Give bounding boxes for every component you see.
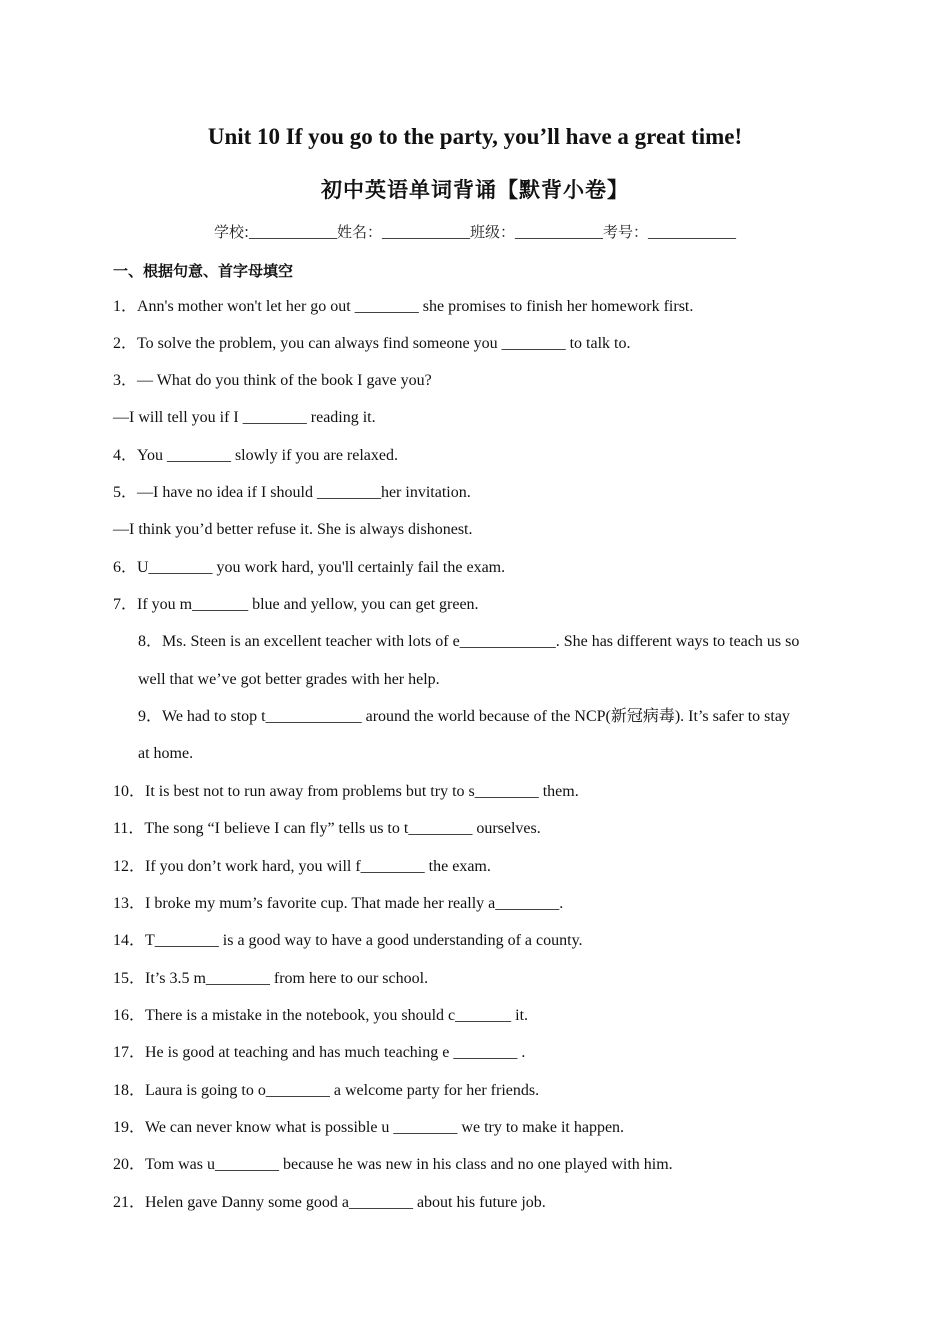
question-line: 15．It’s 3.5 m________ from here to our school. <box>113 970 429 987</box>
question-line: 5．—I have no idea if I should ________her invitation. <box>113 484 471 501</box>
class-blank[interactable]: ___________ <box>515 224 604 241</box>
name-blank[interactable]: ___________ <box>382 224 471 241</box>
school-blank[interactable]: ___________ <box>249 224 337 241</box>
section-title: 一、根据句意、首字母填空 <box>113 262 294 280</box>
title-chinese: 初中英语单词背诵【默背小卷】 <box>321 178 629 202</box>
question-line: 18．Laura is going to o________ a welcome party for her friends. <box>113 1082 540 1099</box>
question-line: 17．He is good at teaching and has much teaching e ________ . <box>113 1044 526 1061</box>
question-line: 9．We had to stop t____________ around the world because of the NCP(新冠病毒). It’s safer to stay <box>138 708 790 725</box>
question-line: 12．If you don’t work hard, you will f________ the exam. <box>113 858 491 875</box>
title-english: Unit 10 If you go to the party, you’ll have a great time! <box>207 124 743 149</box>
question-line: —I will tell you if I ________ reading it. <box>113 409 376 426</box>
question-line: well that we’ve got better grades with her help. <box>138 671 440 688</box>
question-line: —I think you’d better refuse it. She is always dishonest. <box>113 521 473 538</box>
class-label: 班级： <box>470 223 516 241</box>
student-info-row <box>0 221 950 242</box>
question-line: 19．We can never know what is possible u ________ we try to make it happen. <box>113 1119 625 1136</box>
question-line: 20．Tom was u________ because he was new in his class and no one played with him. <box>113 1156 673 1173</box>
school-label: 学校: <box>213 223 249 241</box>
exam-number-label: 考号： <box>603 223 649 241</box>
question-line: 14．T________ is a good way to have a good understanding of a county. <box>113 932 583 949</box>
exam-number-blank[interactable]: ___________ <box>648 224 737 241</box>
question-line: 21．Helen gave Danny some good a________ about his future job. <box>113 1194 546 1211</box>
question-line: at home. <box>138 745 194 762</box>
question-line: 3．— What do you think of the book I gave you? <box>113 372 432 389</box>
question-line: 13．I broke my mum’s favorite cup. That made her really a________. <box>113 895 564 912</box>
question-line: 1．Ann's mother won't let her go out ________ she promises to finish her homework first. <box>113 298 694 315</box>
question-line: 11．The song “I believe I can fly” tells us to t________ ourselves. <box>113 820 541 837</box>
question-line: 16．There is a mistake in the notebook, you should c_______ it. <box>113 1007 529 1024</box>
question-line: 7．If you m_______ blue and yellow, you can get green. <box>113 596 479 613</box>
question-line: 2．To solve the problem, you can always find someone you ________ to talk to. <box>113 335 631 352</box>
question-line: 8．Ms. Steen is an excellent teacher with lots of e____________. She has different ways to teach us so <box>138 633 800 650</box>
question-line: 6．U________ you work hard, you'll certainly fail the exam. <box>113 559 506 576</box>
name-label: 姓名： <box>337 223 383 241</box>
question-line: 10．It is best not to run away from problems but try to s________ them. <box>113 783 579 800</box>
question-line: 4．You ________ slowly if you are relaxed. <box>113 447 399 464</box>
